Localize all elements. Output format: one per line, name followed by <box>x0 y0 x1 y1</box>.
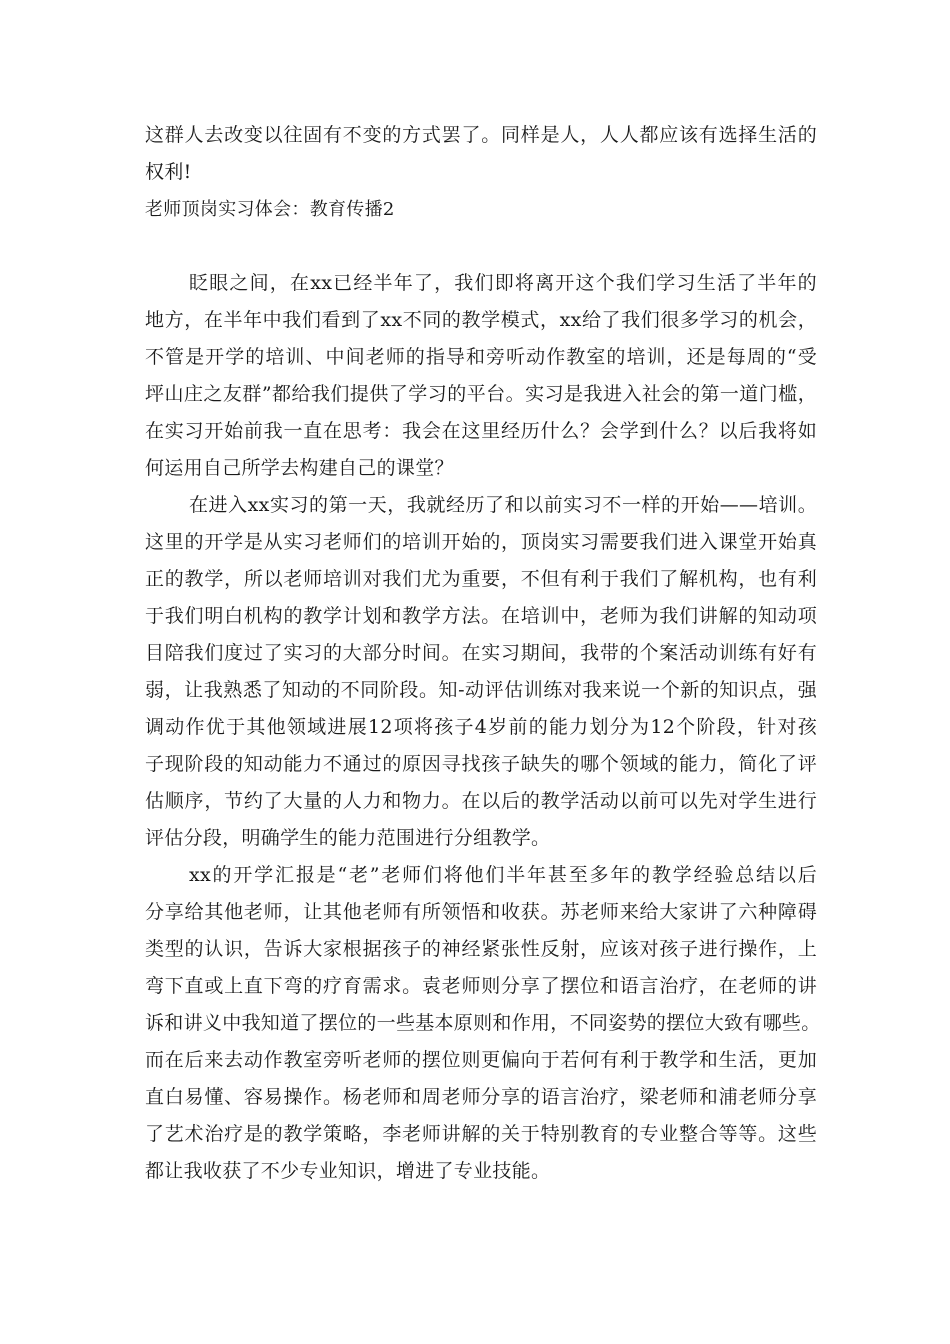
text-line: 地方，在半年中我们看到了xx不同的教学模式，xx给了我们很多学习的机会， <box>145 309 817 331</box>
text-line: 眨眼之间，在xx已经半年了，我们即将离开这个我们学习生活了半年的 <box>189 272 817 294</box>
text-line: 而在后来去动作教室旁听老师的摆位则更偏向于若何有利于教学和生活，更加 <box>145 1049 817 1071</box>
blank-line <box>145 228 817 265</box>
text-line: 都让我收获了不少专业知识，增进了专业技能。 <box>145 1160 551 1182</box>
text-line: 正的教学，所以老师培训对我们尤为重要，不但有利于我们了解机构，也有利 <box>145 568 817 590</box>
text-line: 估顺序，节约了大量的人力和物力。在以后的教学活动以前可以先对学生进行 <box>145 790 817 812</box>
text-line: 这群人去改变以往固有不变的方式罢了。同样是人，人人都应该有选择生活的 <box>145 124 817 146</box>
paragraph-1 <box>145 265 817 487</box>
text-line: 调动作优于其他领域进展12项将孩子4岁前的能力划分为12个阶段，针对孩 <box>145 716 817 738</box>
text-line: 诉和讲义中我知道了摆位的一些基本原则和作用，不同姿势的摆位大致有哪些。 <box>145 1012 821 1034</box>
section-title: 老师顶岗实习体会：教育传播2 <box>145 199 395 220</box>
text-line: 了艺术治疗是的教学策略，李老师讲解的关于特别教育的专业整合等等。这些 <box>145 1123 817 1145</box>
text-line: xx的开学汇报是“老”老师们将他们半年甚至多年的教学经验总结以后 <box>189 864 817 886</box>
text-line: 弯下直或上直下弯的疗育需求。袁老师则分享了摆位和语言治疗，在老师的讲 <box>145 975 817 997</box>
text-line: 目陪我们度过了实习的大部分时间。在实习期间，我带的个案活动训练有好有 <box>145 642 817 664</box>
intro-paragraph <box>145 117 817 191</box>
text-line: 不管是开学的培训、中间老师的指导和旁听动作教室的培训，还是每周的“受 <box>145 346 817 368</box>
paragraph-3 <box>145 857 821 1190</box>
text-line: 这里的开学是从实习老师们的培训开始的，顶岗实习需要我们进入课堂开始真 <box>145 531 817 553</box>
text-line: 直白易懂、容易操作。杨老师和周老师分享的语言治疗，梁老师和浦老师分享 <box>145 1086 817 1108</box>
text-line: 弱，让我熟悉了知动的不同阶段。知-动评估训练对我来说一个新的知识点，强 <box>145 679 817 701</box>
text-line: 分享给其他老师，让其他老师有所领悟和收获。苏老师来给大家讲了六种障碍 <box>145 901 817 923</box>
text-line: 在进入xx实习的第一天，我就经历了和以前实习不一样的开始——培训。 <box>189 494 817 516</box>
text-line: 类型的认识，告诉大家根据孩子的神经紧张性反射，应该对孩子进行操作，上 <box>145 938 817 960</box>
text-line: 何运用自己所学去构建自己的课堂？ <box>145 457 454 479</box>
document-page <box>145 117 821 1190</box>
text-line: 子现阶段的知动能力不通过的原因寻找孩子缺失的哪个领域的能力，简化了评 <box>145 753 817 775</box>
text-line: 权利! <box>145 161 192 183</box>
paragraph-2 <box>145 487 817 857</box>
text-line: 坪山庄之友群”都给我们提供了学习的平台。实习是我进入社会的第一道门槛， <box>145 383 817 405</box>
text-line: 评估分段，明确学生的能力范围进行分组教学。 <box>145 827 551 849</box>
text-line: 在实习开始前我一直在思考：我会在这里经历什么？会学到什么？以后我将如 <box>145 420 817 442</box>
text-line: 于我们明白机构的教学计划和教学方法。在培训中，老师为我们讲解的知动项 <box>145 605 817 627</box>
